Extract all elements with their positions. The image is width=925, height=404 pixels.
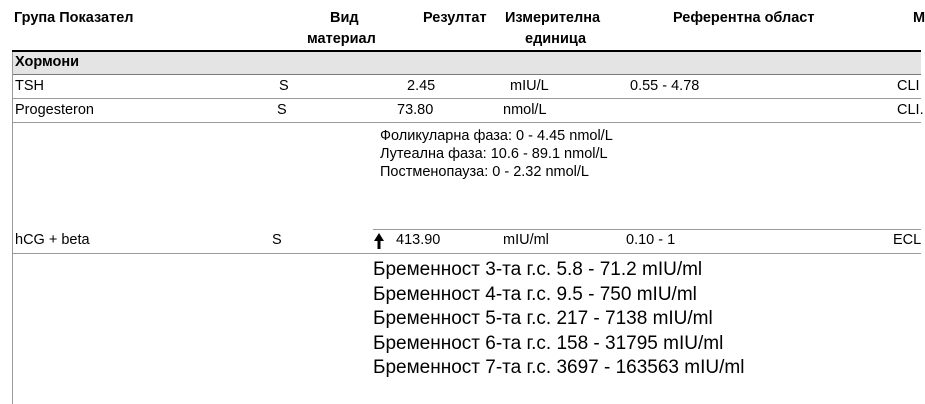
note-line: Фоликуларна фаза: 0 - 4.45 nmol/L	[380, 128, 613, 144]
row-method: CLI	[897, 78, 920, 94]
header-sample-type-line1: Вид	[330, 10, 359, 26]
note-line: Бременност 4-та г.с. 9.5 - 750 mIU/ml	[373, 283, 697, 305]
row-divider	[12, 122, 921, 123]
row-unit: mIU/ml	[503, 232, 549, 248]
row-name: TSH	[15, 78, 44, 94]
header-group-indicator: Група Показател	[14, 10, 134, 26]
hcg-reference-notes	[373, 258, 744, 381]
section-divider	[12, 74, 921, 75]
row-reference: 0.10 - 1	[626, 232, 676, 248]
row-result: 413.90	[396, 232, 441, 248]
header-method-partial: М	[913, 10, 925, 26]
row-sample: S	[272, 232, 282, 248]
header-result: Резултат	[423, 10, 487, 26]
row-reference: 0.55 - 4.78	[630, 78, 700, 94]
row-name: Progesteron	[15, 102, 94, 118]
header-reference: Референтна област	[673, 10, 815, 26]
row-sample: S	[277, 102, 287, 118]
table-left-border	[12, 52, 13, 404]
note-line: Постменопауза: 0 - 2.32 nmol/L	[380, 164, 589, 180]
high-flag-arrow-icon	[373, 232, 385, 250]
row-sample: S	[279, 78, 289, 94]
row-unit: nmol/L	[503, 102, 547, 118]
row-result: 73.80	[397, 102, 434, 118]
note-line: Бременност 5-та г.с. 217 - 7138 mIU/ml	[373, 308, 713, 329]
row-divider	[12, 98, 921, 99]
row-name: hCG + beta	[15, 232, 90, 248]
note-line: Лутеална фаза: 10.6 - 89.1 nmol/L	[380, 146, 608, 162]
note-line: Бременност 3-та г.с. 5.8 - 71.2 mIU/ml	[373, 259, 703, 280]
row-divider	[373, 229, 921, 230]
header-unit-line1: Измерителна	[505, 10, 601, 26]
row-method: ECL	[893, 232, 922, 248]
header-sample-type-line2: материал	[307, 31, 376, 47]
progesteron-reference-notes	[380, 127, 613, 181]
row-divider	[12, 253, 921, 254]
row-method: CLI.	[897, 102, 924, 118]
note-line: Бременност 7-та г.с. 3697 - 163563 mIU/ml	[373, 357, 745, 378]
section-title: Хормони	[15, 54, 80, 70]
section-background	[12, 52, 921, 74]
row-result: 2.45	[407, 78, 436, 94]
header-unit-line2: единица	[525, 31, 587, 47]
note-line: Бременност 6-та г.с. 158 - 31795 mIU/ml	[373, 332, 724, 354]
row-unit: mIU/L	[510, 78, 549, 94]
